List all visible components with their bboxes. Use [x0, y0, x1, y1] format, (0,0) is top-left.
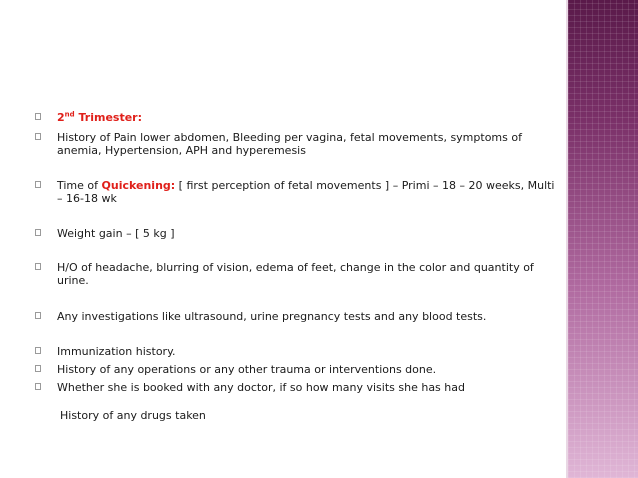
bullet-icon — [35, 347, 41, 354]
bullet-history-pain — [35, 131, 560, 157]
quickening-label: Quickening: — [101, 179, 176, 192]
bullet-icon — [35, 181, 41, 188]
slide-content — [35, 103, 560, 422]
immunization-text: Immunization history. — [57, 345, 176, 358]
bullet-weight-gain — [35, 227, 560, 240]
booked-text: Whether she is booked with any doctor, if so how many visits she has had — [57, 381, 465, 394]
bullet-quickening — [35, 179, 560, 205]
bullet-trimester — [35, 111, 560, 124]
bullet-icon — [35, 312, 41, 319]
bullet-booked — [35, 381, 560, 394]
trimester-heading: 2nd Trimester: — [57, 110, 142, 124]
investigations-text: Any investigations like ultrasound, urine pregnancy tests and any blood tests. — [57, 310, 487, 323]
weight-gain-text: Weight gain – [ 5 kg ] — [57, 227, 175, 240]
bullet-immunization — [35, 345, 560, 358]
bullet-icon — [35, 113, 41, 120]
headache-text: H/O of headache, blurring of vision, edema of feet, change in the color and quantity of urine. — [57, 261, 534, 287]
bullet-investigations — [35, 310, 560, 323]
operations-text: History of any operations or any other trauma or interventions done. — [57, 363, 437, 376]
drugs-text: History of any drugs taken — [60, 409, 206, 422]
bullet-icon — [35, 383, 41, 390]
bullet-headache — [35, 261, 560, 287]
plain-drugs — [35, 409, 560, 422]
quickening-prefix: Time of — [57, 179, 102, 192]
quickening-text: [ first perception of fetal movements ] – Primi – 18 – 20 weeks, Multi – 16-18 wk — [57, 179, 555, 205]
bullet-icon — [35, 133, 41, 140]
bullet-icon — [35, 229, 41, 236]
bullet-icon — [35, 263, 41, 270]
history-pain-text: History of Pain lower abdomen, Bleeding per vagina, fetal movements, symptoms of anemia, Hypertension, APH and hyperemesis — [57, 131, 522, 157]
decorative-side-band — [568, 0, 638, 478]
bullet-icon — [35, 365, 41, 372]
bullet-operations — [35, 363, 560, 376]
